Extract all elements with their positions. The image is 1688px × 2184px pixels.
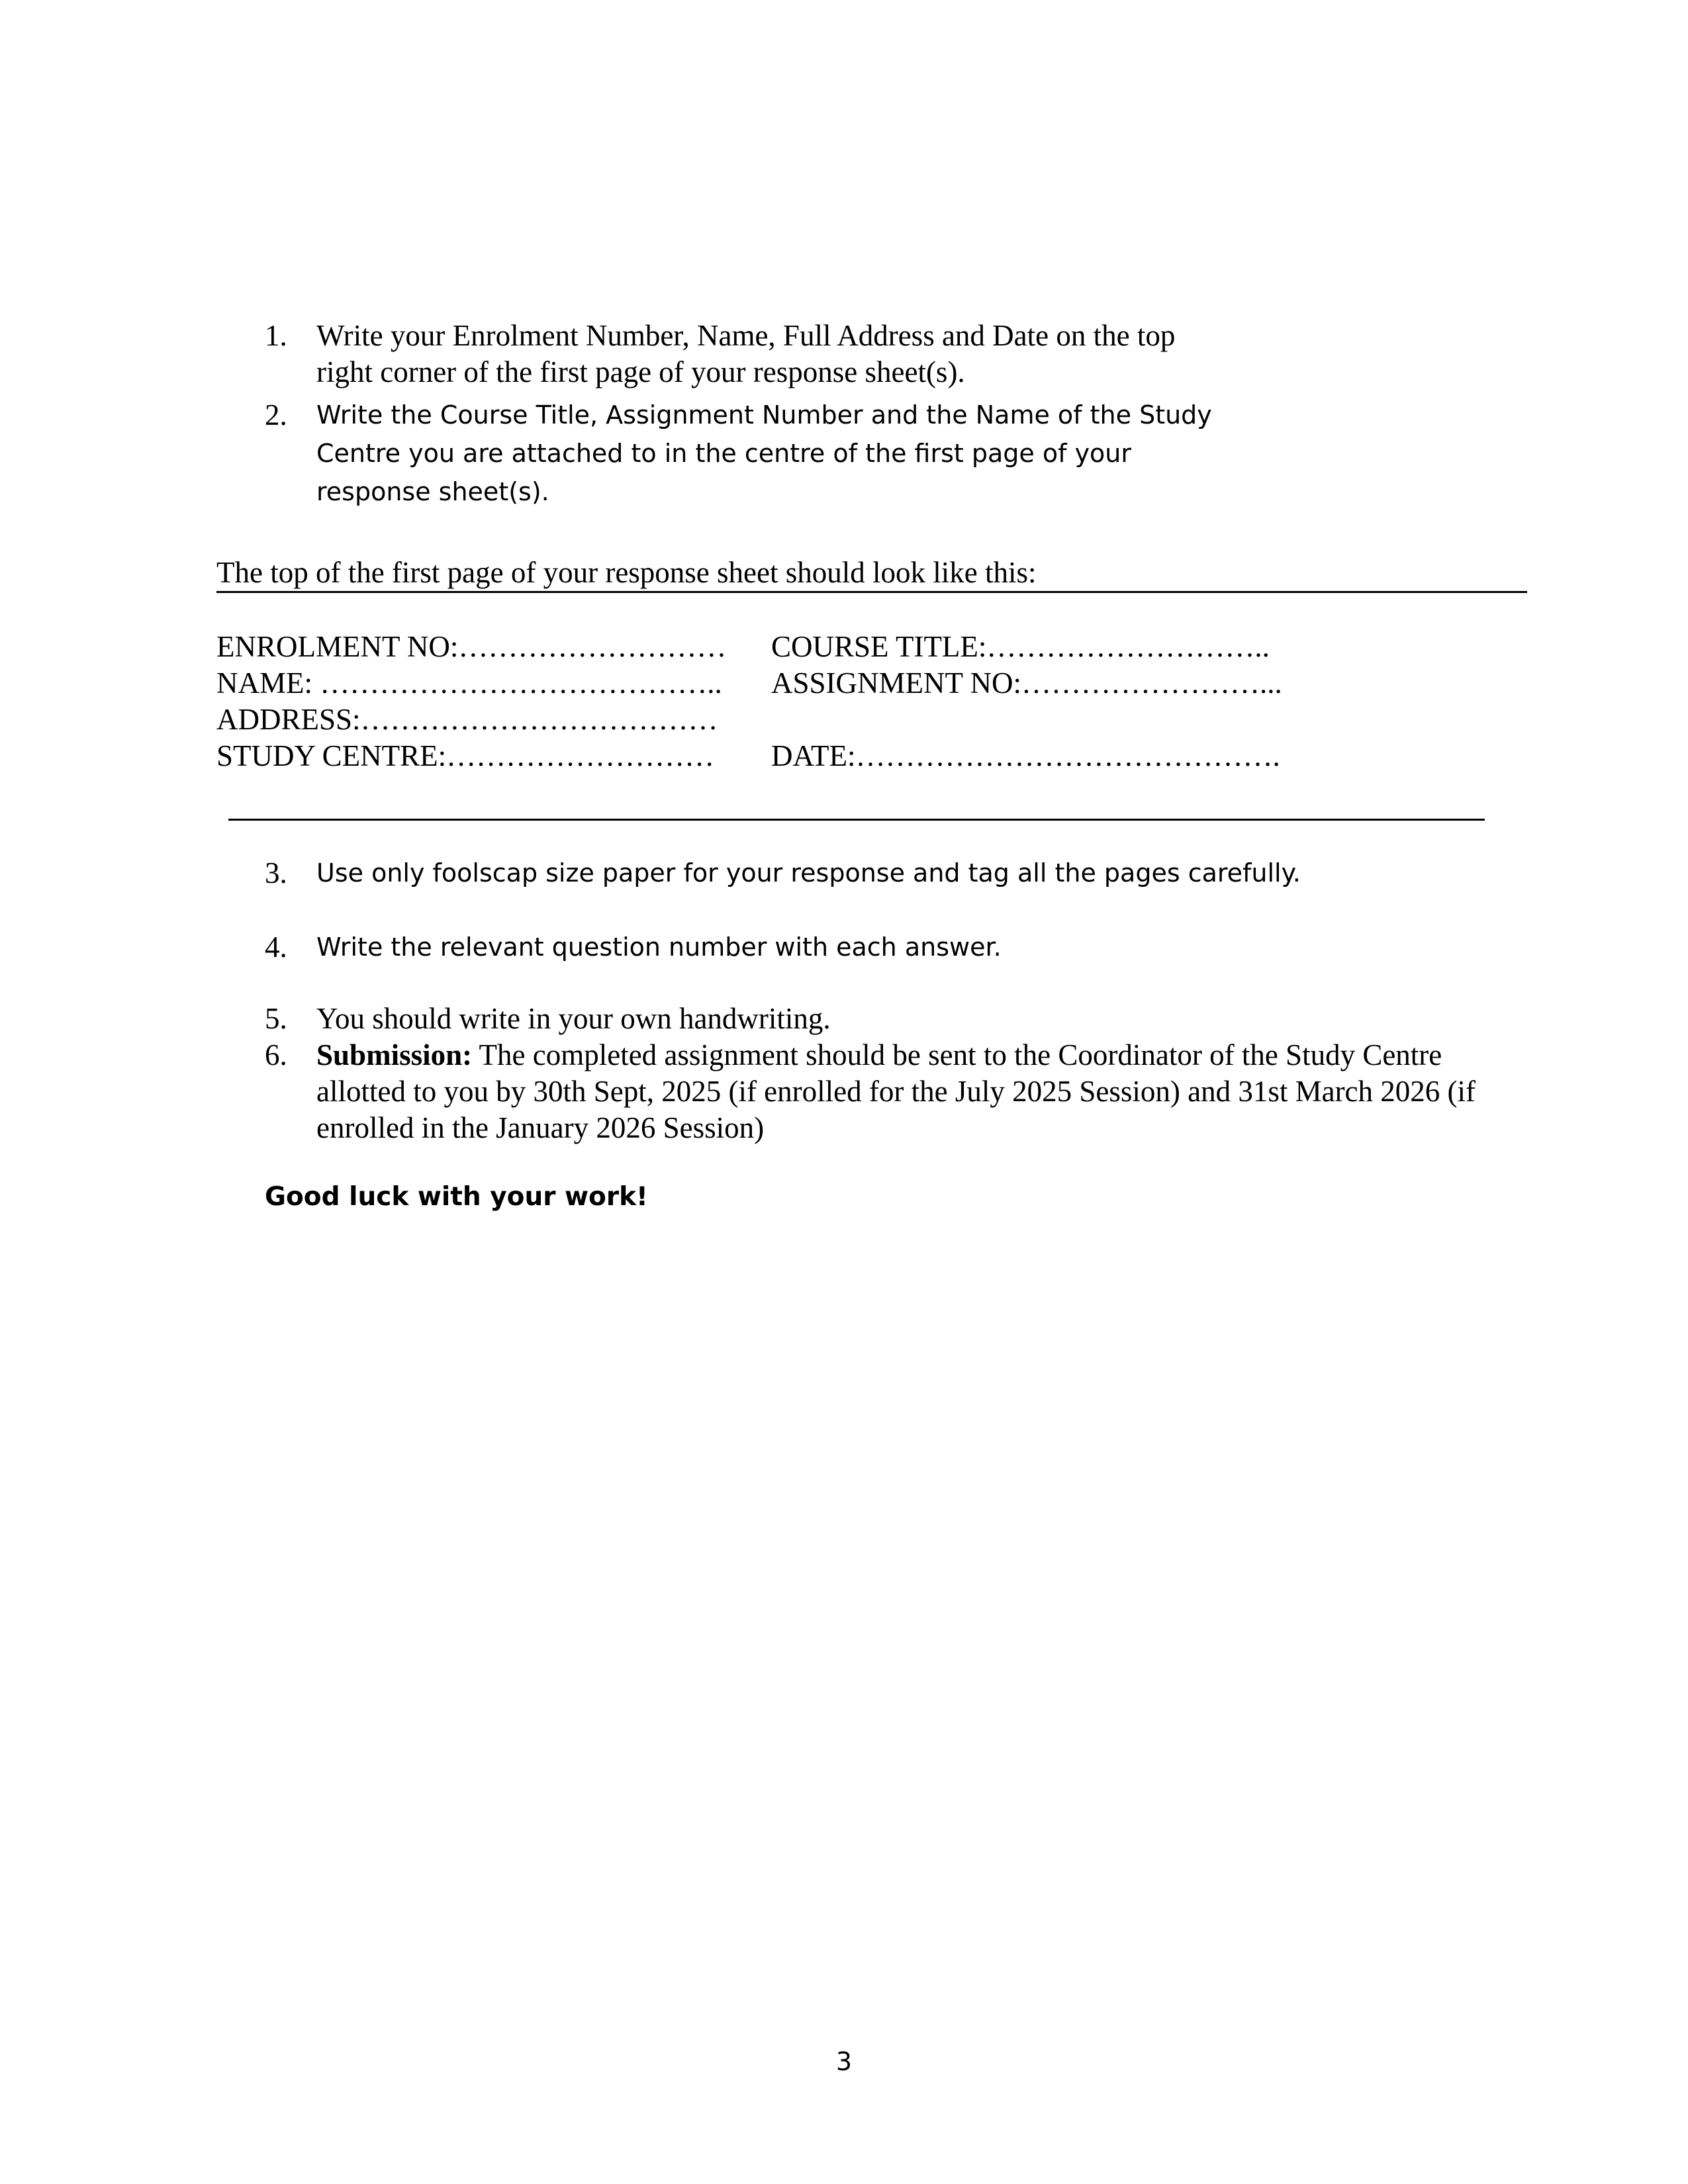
instructions-list-top: [265, 318, 1231, 511]
page-number: 3: [835, 2047, 853, 2076]
sample-intro-text: The top of the first page of your response sheet should look like this:: [216, 556, 1037, 589]
instruction-number: 5.: [265, 1002, 287, 1035]
instruction-text: You should write in your own handwriting.: [316, 1002, 831, 1035]
form-row-2: [216, 665, 1282, 702]
instructions-list-mid: [265, 854, 1523, 966]
instruction-item-2: [265, 396, 1231, 511]
instruction-item-1: [265, 318, 1231, 390]
instruction-text: Write the Course Title, Assignment Number and the Name of the Study Centre you are attached to in the centre of the first page of your response sheet(s).: [316, 400, 1212, 506]
instruction-number: 1.: [265, 319, 287, 352]
instruction-number: 6.: [265, 1038, 287, 1071]
instruction-item-3: [265, 854, 1523, 892]
instruction-number: 4.: [265, 931, 287, 964]
sample-form: [216, 629, 1282, 774]
divider-line: [228, 819, 1485, 821]
instruction-text: Write the relevant question number with each answer.: [316, 933, 1002, 962]
instruction-item-4: [265, 928, 1523, 966]
instruction-number: 2.: [265, 398, 287, 432]
instruction-text: Write your Enrolment Number, Name, Full Address and Date on the top right corner of the first page of your response sheet(s).: [316, 319, 1176, 388]
instruction-number: 3.: [265, 856, 287, 889]
form-name: NAME: …………………………………..: [216, 666, 722, 700]
form-assignment-no: ASSIGNMENT NO:……………………...: [771, 666, 1282, 700]
form-enrolment: ENROLMENT NO:………………………: [216, 630, 727, 663]
instruction-item-6: [265, 1037, 1529, 1146]
form-date: DATE:…………………………………….: [771, 739, 1280, 772]
closing-message: Good luck with your work!: [265, 1182, 648, 1212]
sample-intro: [216, 555, 1527, 593]
submission-label: Submission:: [316, 1038, 473, 1071]
form-row-1: [216, 629, 1270, 665]
instruction-text: The completed assignment should be sent to the Coordinator of the Study Centre allotted to you by 30th Sept, 2025 (if enrolled for the July 2025 Session) and 31st March 2026 (if enrolled in the January 2026 Session): [316, 1038, 1476, 1144]
form-course-title: COURSE TITLE:………………………..: [771, 630, 1270, 663]
form-row-3: [216, 702, 726, 738]
instruction-text: Use only foolscap size paper for your response and tag all the pages carefully.: [316, 858, 1301, 887]
instructions-list-bottom: [265, 1001, 1529, 1146]
instruction-item-5: [265, 1001, 1529, 1037]
form-row-4: [216, 738, 1280, 774]
form-study-centre: STUDY CENTRE:………………………: [216, 739, 715, 772]
form-address: ADDRESS:………………………………: [216, 703, 718, 736]
